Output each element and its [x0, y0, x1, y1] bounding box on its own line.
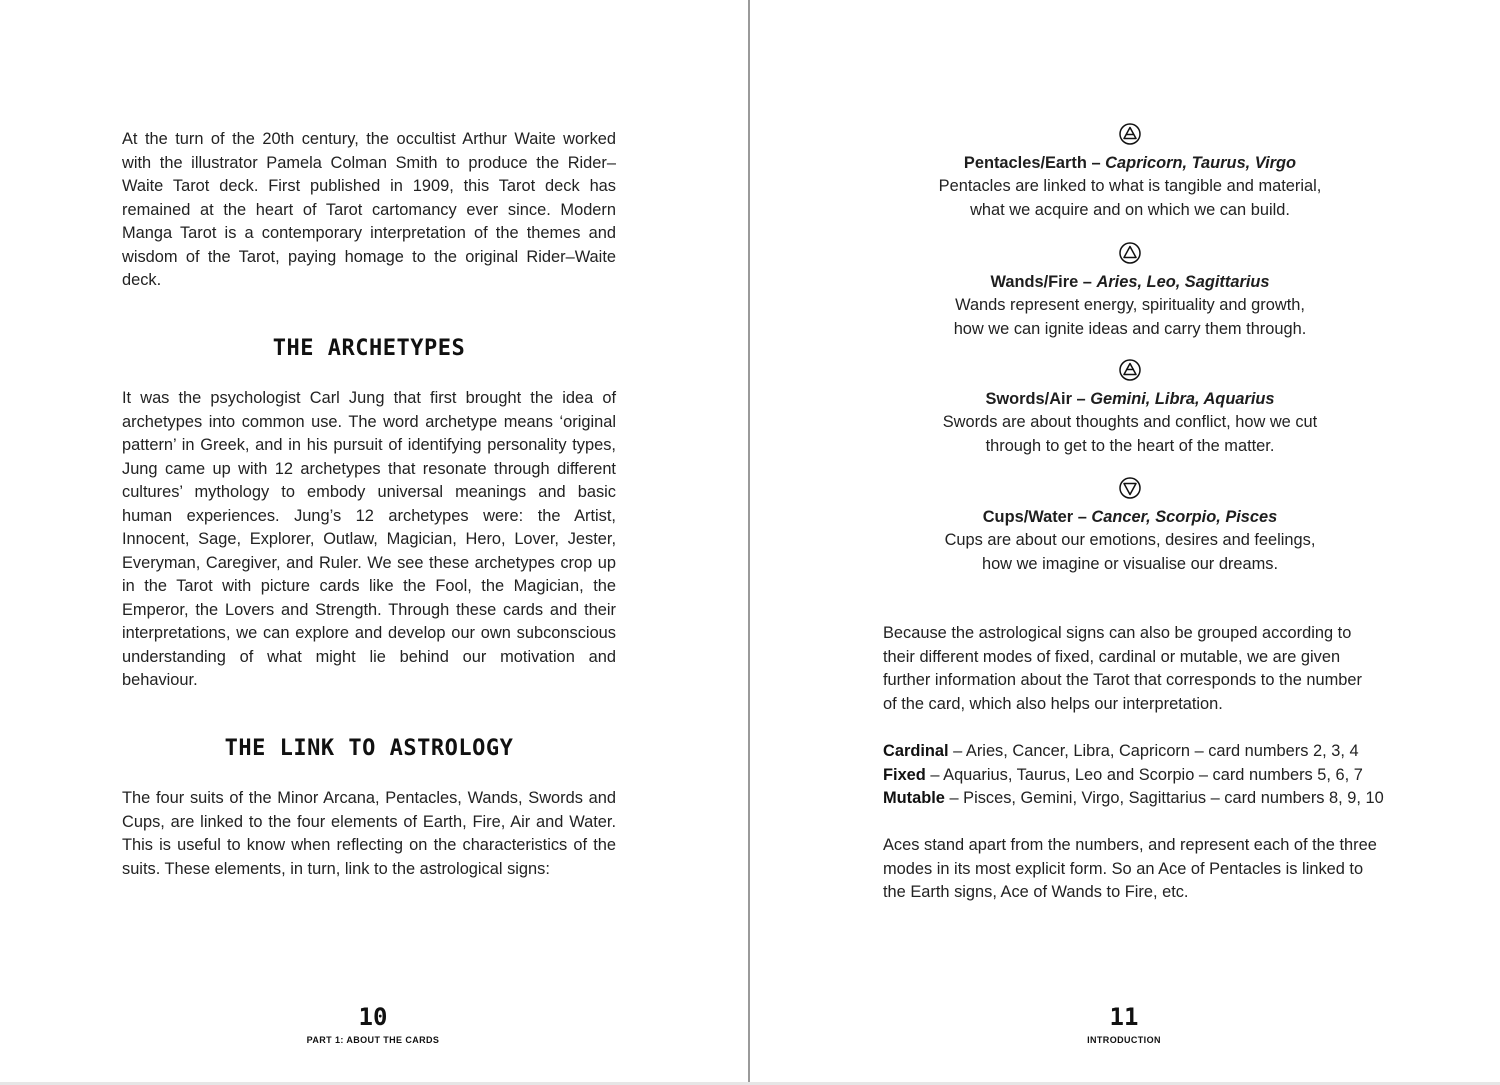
- suit-wands: [883, 242, 1377, 341]
- earth-triangle-icon: [1119, 123, 1141, 145]
- fire-triangle-icon: [1119, 242, 1141, 264]
- suit-title: Wands/Fire – Aries, Leo, Sagittarius: [990, 273, 1270, 291]
- aces-paragraph: Aces stand apart from the numbers, and represent each of the three modes in its most explicit form. So an Ace of Pentacles is linked to the Earth signs, Ace of Wands to Fire, etc.: [883, 836, 1377, 901]
- archetypes-heading: THE ARCHETYPES: [272, 336, 466, 361]
- right-folio: [1024, 1003, 1224, 1045]
- suit-title: Pentacles/Earth – Capricorn, Taurus, Virgo: [963, 154, 1297, 172]
- left-folio: [273, 1003, 473, 1045]
- astrology-paragraph: The four suits of the Minor Arcana, Pentacles, Wands, Swords and Cups, are linked to the four elements of Earth, Fire, Air and Water. This is useful to know when reflecting on the characteristics of the suits. These elements, in turn, link to the astrological signs:: [122, 789, 616, 878]
- section-label: INTRODUCTION: [1087, 1035, 1161, 1045]
- modes-intro-paragraph: Because the astrological signs can also be grouped according to their different modes of fixed, cardinal or mutable, we are given further information about the Tarot that corresponds to the number of the card, which also helps our interpretation.: [883, 624, 1362, 713]
- page-number: 10: [358, 1003, 388, 1031]
- intro-paragraph: At the turn of the 20th century, the occultist Arthur Waite worked with the illustrator Pamela Colman Smith to produce the Rider–Waite Tarot deck. First published in 1909, this Tarot deck has remained at the heart of Tarot cartomancy ever since. Modern Manga Tarot is a contemporary interpretation of the themes and wisdom of the Tarot, paying homage to the original Rider–Waite deck.: [122, 130, 616, 289]
- mode-fixed: Fixed – Aquarius, Taurus, Leo and Scorpio – card numbers 5, 6, 7: [883, 765, 1363, 784]
- air-triangle-icon: [1119, 359, 1141, 381]
- mode-cardinal: Cardinal – Aries, Cancer, Libra, Capricorn – card numbers 2, 3, 4: [883, 742, 1359, 760]
- modes-list: [883, 740, 1403, 811]
- page-number: 11: [1109, 1003, 1139, 1031]
- left-page: [0, 0, 748, 1085]
- suit-title: Swords/Air – Gemini, Libra, Aquarius: [985, 390, 1275, 408]
- archetypes-paragraph: It was the psychologist Carl Jung that first brought the idea of archetypes into common use. The word archetype means ‘original pattern’ in Greek, and in his pursuit of identifying personality types, Jung came up with 12 archetypes that resonate through different cultures’ mythology to embody universal meanings and basic human experiences. Jung’s 12 archetypes were: the Artist, Innocent, Sage, Explorer, Outlaw, Magician, Hero, Lover, Jester, Everyman, Caregiver, and Ruler. We see these archetypes crop up in the Tarot with picture cards like the Fool, the Magician, the Emperor, the Lovers and Strength. Through these cards and their interpretations, we can explore and develop our own subconscious understanding of what might lie behind our motivation and behaviour.: [122, 389, 616, 689]
- right-page: [750, 0, 1500, 1085]
- water-triangle-icon: [1119, 477, 1141, 499]
- suit-title: Cups/Water – Cancer, Scorpio, Pisces: [982, 508, 1278, 526]
- suit-description: Wands represent energy, spirituality and growth, how we can ignite ideas and carry them through.: [953, 296, 1307, 338]
- section-label: PART 1: ABOUT THE CARDS: [306, 1035, 440, 1045]
- mode-mutable: Mutable – Pisces, Gemini, Virgo, Sagittarius – card numbers 8, 9, 10: [883, 789, 1384, 807]
- suit-cups: [883, 477, 1377, 576]
- suit-pentacles: [883, 123, 1377, 222]
- suit-description: Cups are about our emotions, desires and feelings, how we imagine or visualise our dreams.: [944, 531, 1316, 573]
- astrology-heading: THE LINK TO ASTROLOGY: [224, 736, 514, 761]
- suit-description: Pentacles are linked to what is tangible and material, what we acquire and on which we can build.: [938, 177, 1322, 219]
- suit-swords: [883, 359, 1377, 458]
- suit-description: Swords are about thoughts and conflict, how we cut through to get to the heart of the matter.: [942, 413, 1318, 455]
